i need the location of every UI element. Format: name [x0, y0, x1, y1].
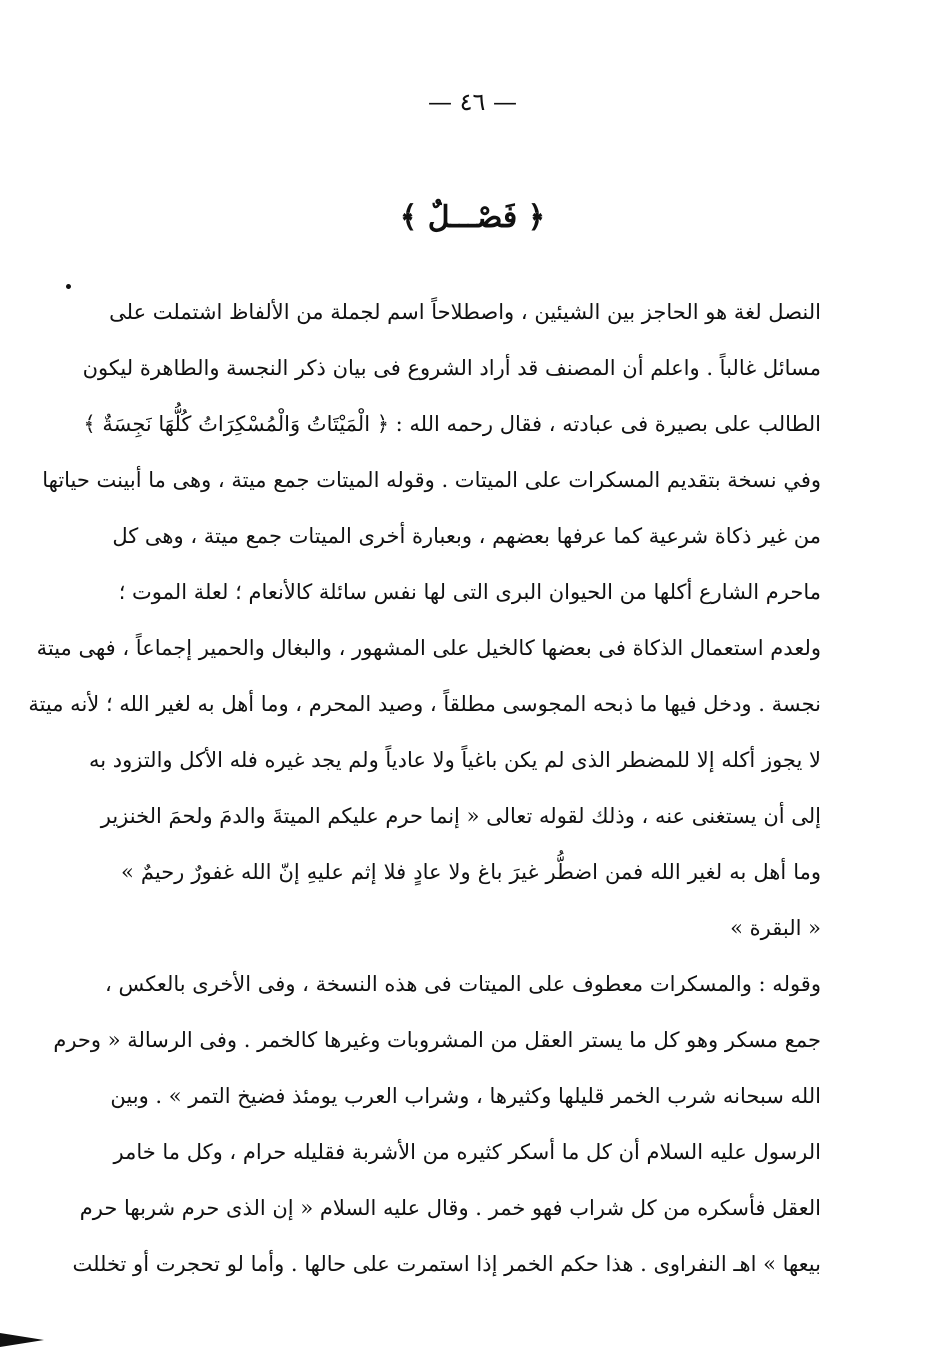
- text-line: من غير ذكاة شرعية كما عرفها بعضهم ، وبعبارة أخرى الميتات جمع ميتة ، وهى كل: [112, 524, 821, 548]
- paragraph-1: [28, 292, 821, 964]
- paragraph-2: [53, 964, 821, 1300]
- text-line: الرسول عليه السلام أن كل ما أسكر كثيره من الأشربة فقليله حرام ، وكل ما خامر: [113, 1140, 821, 1164]
- section-heading: ﴿ فَصْـــلٌ ﴾: [399, 200, 546, 235]
- text-line: وما أهل به لغير الله فمن اضطُّر غيرَ باغ ولا عادٍ فلا إثم عليهِ إنّ الله غفورٌ رحيمٌ »: [121, 860, 821, 884]
- text-line: العقل فأسكره من كل شراب فهو خمر . وقال عليه السلام « إن الذى حرم شربها حرم: [79, 1196, 821, 1220]
- scan-edge-mark: [0, 1333, 44, 1347]
- ink-mark: [65, 283, 71, 289]
- text-line: جمع مسكر وهو كل ما يستر العقل من المشروبات وغيرها كالخمر . وفى الرسالة « وحرم: [53, 1028, 821, 1052]
- text-line: مسائل غالباً . واعلم أن المصنف قد أراد الشروع فى بيان ذكر النجسة والطاهرة ليكون: [82, 356, 821, 380]
- page-number: — ٤٦ —: [427, 88, 518, 116]
- text-line: نجسة . ودخل فيها ما ذبحه المجوسى مطلقاً ، وصيد المحرم ، وما أهل به لغير الله ؛ لأنه ميتة: [28, 692, 821, 716]
- text-line: الله سبحانه شرب الخمر قليلها وكثيرها ، وشراب العرب يومئذ فضيخ التمر » . وبين: [110, 1084, 821, 1108]
- text-line: بيعها » اهـ النفراوى . هذا حكم الخمر إذا استمرت على حالها . وأما لو تحجرت أو تخللت: [72, 1252, 821, 1276]
- text-line: وفي نسخة بتقديم المسكرات على الميتات . وقوله الميتات جمع ميتة ، وهى ما أبينت حياتها: [42, 468, 821, 492]
- text-line: ولعدم استعمال الذكاة فى بعضها كالخيل على المشهور ، والبغال والحمير إجماعاً ، فهى ميتة: [36, 636, 821, 660]
- text-line: الطالب على بصيرة فى عبادته ، فقال رحمه الله : ﴿ الْمَيْتَاتُ وَالْمُسْكِرَاتُ كُلُّهَا نَجِسَةٌ ﴾: [83, 412, 821, 436]
- text-line: النصل لغة هو الحاجز بين الشيئين ، واصطلاحاً اسم لجملة من الألفاظ اشتملت على: [109, 300, 821, 324]
- text-line: ماحرم الشارع أكلها من الحيوان البرى التى لها نفس سائلة كالأنعام ؛ لعلة الموت ؛: [118, 580, 821, 604]
- text-line: وقوله : والمسكرات معطوف على الميتات فى هذه النسخة ، وفى الأخرى بالعكس ،: [105, 972, 821, 996]
- text-line: لا يجوز أكله إلا للمضطر الذى لم يكن باغياً ولا عادياً ولم يجد غيره فله الأكل والتزود به: [88, 748, 821, 772]
- text-line: إلى أن يستغنى عنه ، وذلك لقوله تعالى « إنما حرم عليكم الميتةَ والدمَ ولحمَ الخنزير: [100, 804, 821, 828]
- surah-reference: « البقرة »: [730, 916, 821, 940]
